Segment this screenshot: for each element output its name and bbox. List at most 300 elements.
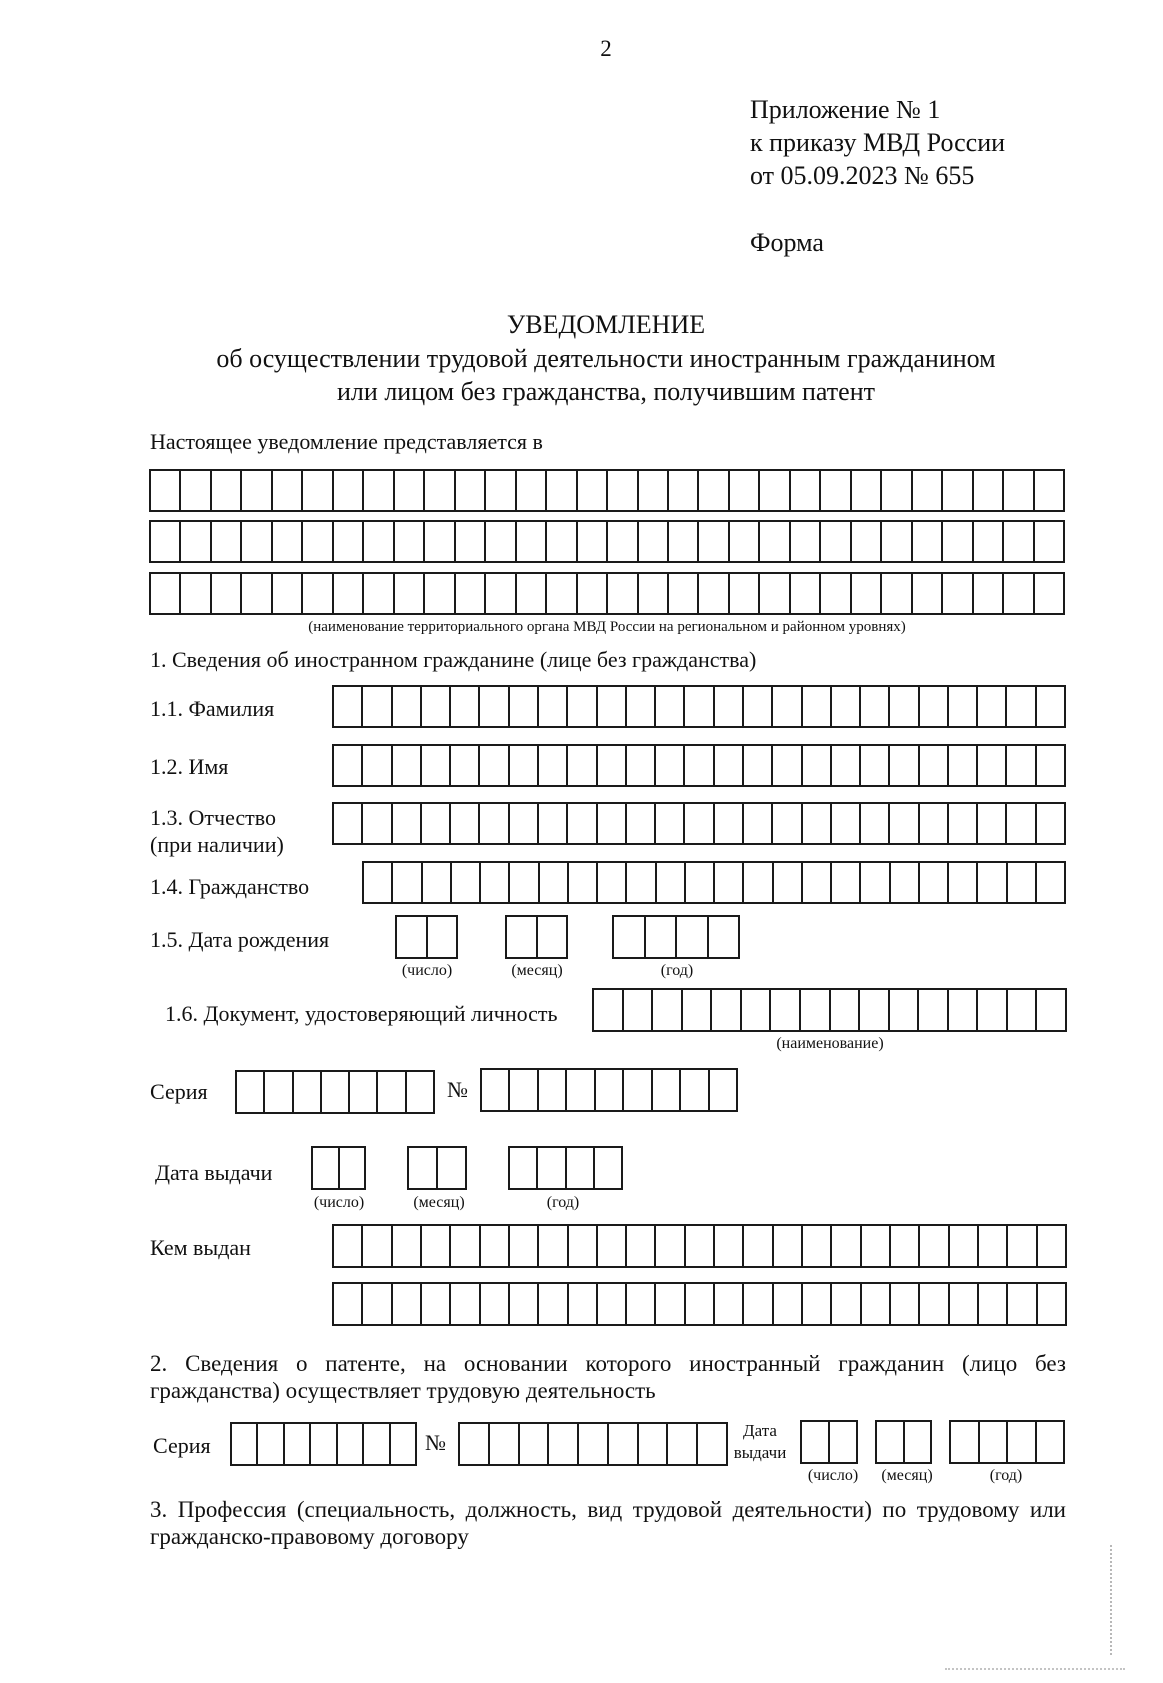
char-cell[interactable] [393,572,423,615]
char-cell[interactable] [1035,744,1066,787]
char-cell[interactable] [361,1282,390,1326]
char-cell[interactable] [850,520,880,563]
char-cell[interactable] [710,988,740,1032]
char-cell[interactable] [309,1422,335,1466]
char-cell[interactable] [149,572,179,615]
char-cell[interactable] [875,1420,903,1464]
char-cell[interactable] [596,1224,625,1268]
char-cell[interactable] [880,469,910,512]
char-cell[interactable] [362,572,392,615]
char-cell[interactable] [1005,685,1034,728]
char-cell[interactable] [283,1422,309,1466]
char-cell[interactable] [801,685,830,728]
char-cell[interactable] [713,861,742,904]
char-cell[interactable] [728,520,758,563]
char-cell[interactable] [423,469,453,512]
char-cell[interactable] [607,1422,637,1466]
char-cell[interactable] [545,572,575,615]
char-cell[interactable] [426,915,459,959]
char-cell[interactable] [625,1282,654,1326]
char-cell[interactable] [651,988,681,1032]
char-cell[interactable] [210,520,240,563]
char-cell[interactable] [537,802,566,845]
char-cell[interactable] [742,802,771,845]
char-cell[interactable] [149,469,179,512]
char-cell[interactable] [1005,802,1034,845]
char-cell[interactable] [889,1282,918,1326]
char-cell[interactable] [596,744,625,787]
char-cell[interactable] [488,1422,518,1466]
char-cell[interactable] [592,988,622,1032]
char-cell[interactable] [301,572,331,615]
char-cell[interactable] [819,520,849,563]
char-cell[interactable] [593,1146,623,1190]
char-cell[interactable] [654,1224,683,1268]
char-cell[interactable] [292,1070,320,1114]
char-cell[interactable] [449,744,478,787]
char-cell[interactable] [828,1420,858,1464]
char-cell[interactable] [948,1224,977,1268]
char-cell[interactable] [537,744,566,787]
char-cell[interactable] [830,1224,859,1268]
char-cell[interactable] [508,1146,536,1190]
char-cell[interactable] [830,685,859,728]
char-cell[interactable] [625,744,654,787]
char-cell[interactable] [801,744,830,787]
char-cell[interactable] [976,861,1005,904]
char-cell[interactable] [758,469,788,512]
char-cell[interactable] [830,802,859,845]
char-cell[interactable] [484,572,514,615]
char-cell[interactable] [917,988,947,1032]
char-cell[interactable] [478,685,507,728]
char-cell[interactable] [684,861,713,904]
char-cell[interactable] [338,1146,367,1190]
char-cell[interactable] [911,469,941,512]
patent-issue-day-grid[interactable] [800,1420,858,1464]
char-cell[interactable] [518,1422,548,1466]
char-cell[interactable] [566,802,595,845]
char-cell[interactable] [947,744,976,787]
char-cell[interactable] [801,861,830,904]
char-cell[interactable] [1033,520,1065,563]
char-cell[interactable] [391,744,420,787]
char-cell[interactable] [545,520,575,563]
char-cell[interactable] [407,1146,436,1190]
char-cell[interactable] [479,861,508,904]
char-cell[interactable] [240,469,270,512]
char-cell[interactable] [420,685,449,728]
char-cell[interactable] [423,520,453,563]
char-cell[interactable] [235,1070,263,1114]
char-cell[interactable] [684,1282,713,1326]
char-cell[interactable] [1033,572,1065,615]
char-cell[interactable] [675,915,707,959]
char-cell[interactable] [271,469,301,512]
issue-day-grid[interactable] [311,1146,366,1190]
char-cell[interactable] [801,1224,830,1268]
char-cell[interactable] [230,1422,256,1466]
char-cell[interactable] [361,1224,390,1268]
char-cell[interactable] [1033,469,1065,512]
char-cell[interactable] [596,802,625,845]
char-cell[interactable] [596,1282,625,1326]
char-cell[interactable] [850,572,880,615]
char-cell[interactable] [1006,861,1035,904]
char-cell[interactable] [625,685,654,728]
char-cell[interactable] [888,685,917,728]
char-cell[interactable] [889,1224,918,1268]
char-cell[interactable] [596,685,625,728]
char-cell[interactable] [637,520,667,563]
char-cell[interactable] [941,520,971,563]
char-cell[interactable] [713,802,742,845]
char-cell[interactable] [332,685,361,728]
char-cell[interactable] [947,861,976,904]
char-cell[interactable] [667,469,697,512]
char-cell[interactable] [713,1282,742,1326]
char-cell[interactable] [860,1224,889,1268]
document-series-grid[interactable] [235,1070,435,1114]
char-cell[interactable] [391,1282,420,1326]
char-cell[interactable] [977,1224,1006,1268]
char-cell[interactable] [1002,469,1032,512]
char-cell[interactable] [742,1224,771,1268]
char-cell[interactable] [301,520,331,563]
char-cell[interactable] [789,572,819,615]
char-cell[interactable] [679,1068,707,1112]
char-cell[interactable] [708,1068,738,1112]
char-cell[interactable] [683,802,712,845]
char-cell[interactable] [537,1068,565,1112]
char-cell[interactable] [859,802,888,845]
char-cell[interactable] [538,861,567,904]
char-cell[interactable] [696,1422,728,1466]
char-cell[interactable] [947,988,977,1032]
char-cell[interactable] [850,469,880,512]
char-cell[interactable] [362,861,391,904]
char-cell[interactable] [918,1282,947,1326]
char-cell[interactable] [880,520,910,563]
char-cell[interactable] [713,1224,742,1268]
char-cell[interactable] [655,861,684,904]
char-cell[interactable] [567,1282,596,1326]
char-cell[interactable] [393,520,423,563]
char-cell[interactable] [547,1422,577,1466]
char-cell[interactable] [537,685,566,728]
char-cell[interactable] [654,1282,683,1326]
char-cell[interactable] [918,685,947,728]
char-cell[interactable] [819,572,849,615]
char-cell[interactable] [976,988,1006,1032]
char-cell[interactable] [918,802,947,845]
char-cell[interactable] [449,1282,478,1326]
char-cell[interactable] [1035,802,1066,845]
char-cell[interactable] [697,520,727,563]
char-cell[interactable] [1036,1224,1067,1268]
char-cell[interactable] [454,469,484,512]
birth-month-grid[interactable] [505,915,568,959]
char-cell[interactable] [1002,520,1032,563]
char-cell[interactable] [376,1070,404,1114]
char-cell[interactable] [758,572,788,615]
char-cell[interactable] [537,1282,566,1326]
char-cell[interactable] [1035,861,1066,904]
birth-day-grid[interactable] [395,915,458,959]
char-cell[interactable] [799,988,829,1032]
char-cell[interactable] [976,744,1005,787]
char-cell[interactable] [420,802,449,845]
char-cell[interactable] [888,988,918,1032]
char-cell[interactable] [449,685,478,728]
char-cell[interactable] [566,685,595,728]
char-cell[interactable] [449,802,478,845]
char-cell[interactable] [362,469,392,512]
char-cell[interactable] [683,744,712,787]
char-cell[interactable] [1006,988,1036,1032]
char-cell[interactable] [651,1068,679,1112]
char-cell[interactable] [420,744,449,787]
char-cell[interactable] [332,520,362,563]
char-cell[interactable] [612,915,644,959]
char-cell[interactable] [947,685,976,728]
char-cell[interactable] [918,861,947,904]
char-cell[interactable] [362,520,392,563]
char-cell[interactable] [391,685,420,728]
char-cell[interactable] [911,520,941,563]
document-number-grid[interactable] [480,1068,738,1112]
char-cell[interactable] [606,469,636,512]
char-cell[interactable] [772,861,801,904]
char-cell[interactable] [742,685,771,728]
char-cell[interactable] [972,572,1002,615]
char-cell[interactable] [596,861,625,904]
char-cell[interactable] [941,572,971,615]
authority-name-grid-row-2[interactable] [149,520,1065,563]
char-cell[interactable] [976,685,1005,728]
char-cell[interactable] [859,744,888,787]
char-cell[interactable] [949,1420,978,1464]
char-cell[interactable] [1006,1282,1035,1326]
issued-by-grid-row-2[interactable] [332,1282,1067,1326]
char-cell[interactable] [976,802,1005,845]
char-cell[interactable] [450,861,479,904]
char-cell[interactable] [393,469,423,512]
char-cell[interactable] [683,685,712,728]
char-cell[interactable] [707,915,741,959]
char-cell[interactable] [888,744,917,787]
char-cell[interactable] [484,520,514,563]
char-cell[interactable] [508,744,537,787]
char-cell[interactable] [654,744,683,787]
char-cell[interactable] [389,1422,417,1466]
char-cell[interactable] [515,520,545,563]
char-cell[interactable] [179,520,209,563]
patent-issue-month-grid[interactable] [875,1420,932,1464]
char-cell[interactable] [1035,1420,1066,1464]
char-cell[interactable] [361,802,390,845]
char-cell[interactable] [1006,1420,1035,1464]
char-cell[interactable] [149,520,179,563]
patent-issue-year-grid[interactable] [949,1420,1065,1464]
char-cell[interactable] [888,802,917,845]
char-cell[interactable] [889,861,918,904]
char-cell[interactable] [771,802,800,845]
char-cell[interactable] [771,744,800,787]
char-cell[interactable] [667,520,697,563]
char-cell[interactable] [508,1282,537,1326]
char-cell[interactable] [271,520,301,563]
char-cell[interactable] [606,572,636,615]
char-cell[interactable] [728,572,758,615]
char-cell[interactable] [859,861,888,904]
char-cell[interactable] [666,1422,696,1466]
char-cell[interactable] [454,572,484,615]
char-cell[interactable] [362,1422,388,1466]
char-cell[interactable] [977,1282,1006,1326]
name-grid[interactable] [332,744,1066,787]
char-cell[interactable] [859,685,888,728]
char-cell[interactable] [311,1146,338,1190]
char-cell[interactable] [179,469,209,512]
char-cell[interactable] [830,861,859,904]
char-cell[interactable] [829,988,859,1032]
char-cell[interactable] [654,685,683,728]
char-cell[interactable] [508,802,537,845]
char-cell[interactable] [789,520,819,563]
char-cell[interactable] [210,572,240,615]
char-cell[interactable] [565,1146,593,1190]
char-cell[interactable] [423,572,453,615]
char-cell[interactable] [391,1224,420,1268]
char-cell[interactable] [508,1224,537,1268]
char-cell[interactable] [263,1070,291,1114]
char-cell[interactable] [240,572,270,615]
char-cell[interactable] [576,469,606,512]
char-cell[interactable] [972,469,1002,512]
char-cell[interactable] [800,1420,828,1464]
char-cell[interactable] [565,1068,593,1112]
surname-grid[interactable] [332,685,1066,728]
char-cell[interactable] [941,469,971,512]
char-cell[interactable] [361,744,390,787]
char-cell[interactable] [536,915,569,959]
char-cell[interactable] [332,1282,361,1326]
char-cell[interactable] [348,1070,376,1114]
char-cell[interactable] [332,744,361,787]
char-cell[interactable] [1002,572,1032,615]
char-cell[interactable] [576,572,606,615]
char-cell[interactable] [713,685,742,728]
char-cell[interactable] [1036,1282,1067,1326]
char-cell[interactable] [918,1224,947,1268]
char-cell[interactable] [458,1422,488,1466]
char-cell[interactable] [801,802,830,845]
char-cell[interactable] [484,469,514,512]
char-cell[interactable] [918,744,947,787]
char-cell[interactable] [508,1068,536,1112]
char-cell[interactable] [420,1282,449,1326]
char-cell[interactable] [903,1420,933,1464]
char-cell[interactable] [742,861,771,904]
char-cell[interactable] [479,1282,508,1326]
patent-series-grid[interactable] [230,1422,417,1466]
char-cell[interactable] [577,1422,607,1466]
char-cell[interactable] [1035,988,1067,1032]
patent-number-grid[interactable] [458,1422,728,1466]
char-cell[interactable] [508,861,537,904]
char-cell[interactable] [567,861,596,904]
char-cell[interactable] [654,802,683,845]
patronymic-grid[interactable] [332,802,1066,845]
char-cell[interactable] [454,520,484,563]
char-cell[interactable] [537,1224,566,1268]
char-cell[interactable] [742,744,771,787]
char-cell[interactable] [210,469,240,512]
char-cell[interactable] [336,1422,362,1466]
char-cell[interactable] [947,802,976,845]
char-cell[interactable] [405,1070,435,1114]
char-cell[interactable] [508,685,537,728]
char-cell[interactable] [566,744,595,787]
char-cell[interactable] [1035,685,1066,728]
char-cell[interactable] [545,469,575,512]
char-cell[interactable] [801,1282,830,1326]
char-cell[interactable] [395,915,426,959]
char-cell[interactable] [858,988,888,1032]
char-cell[interactable] [742,1282,771,1326]
char-cell[interactable] [622,1068,650,1112]
birth-year-grid[interactable] [612,915,740,959]
char-cell[interactable] [576,520,606,563]
char-cell[interactable] [515,469,545,512]
char-cell[interactable] [361,685,390,728]
char-cell[interactable] [449,1224,478,1268]
char-cell[interactable] [594,1068,622,1112]
char-cell[interactable] [240,520,270,563]
char-cell[interactable] [769,988,799,1032]
char-cell[interactable] [622,988,652,1032]
char-cell[interactable] [391,861,420,904]
char-cell[interactable] [644,915,676,959]
authority-name-grid-row-3[interactable] [149,572,1065,615]
char-cell[interactable] [830,744,859,787]
char-cell[interactable] [625,1224,654,1268]
char-cell[interactable] [681,988,711,1032]
char-cell[interactable] [301,469,331,512]
char-cell[interactable] [332,802,361,845]
char-cell[interactable] [179,572,209,615]
char-cell[interactable] [637,572,667,615]
char-cell[interactable] [697,469,727,512]
char-cell[interactable] [697,572,727,615]
char-cell[interactable] [667,572,697,615]
char-cell[interactable] [771,685,800,728]
document-name-grid[interactable] [592,988,1067,1032]
char-cell[interactable] [1005,744,1034,787]
char-cell[interactable] [772,1282,801,1326]
char-cell[interactable] [819,469,849,512]
char-cell[interactable] [478,744,507,787]
char-cell[interactable] [332,572,362,615]
authority-name-grid-row-1[interactable] [149,469,1065,512]
char-cell[interactable] [740,988,770,1032]
char-cell[interactable] [332,469,362,512]
char-cell[interactable] [332,1224,361,1268]
char-cell[interactable] [830,1282,859,1326]
issued-by-grid-row-1[interactable] [332,1224,1067,1268]
char-cell[interactable] [505,915,536,959]
